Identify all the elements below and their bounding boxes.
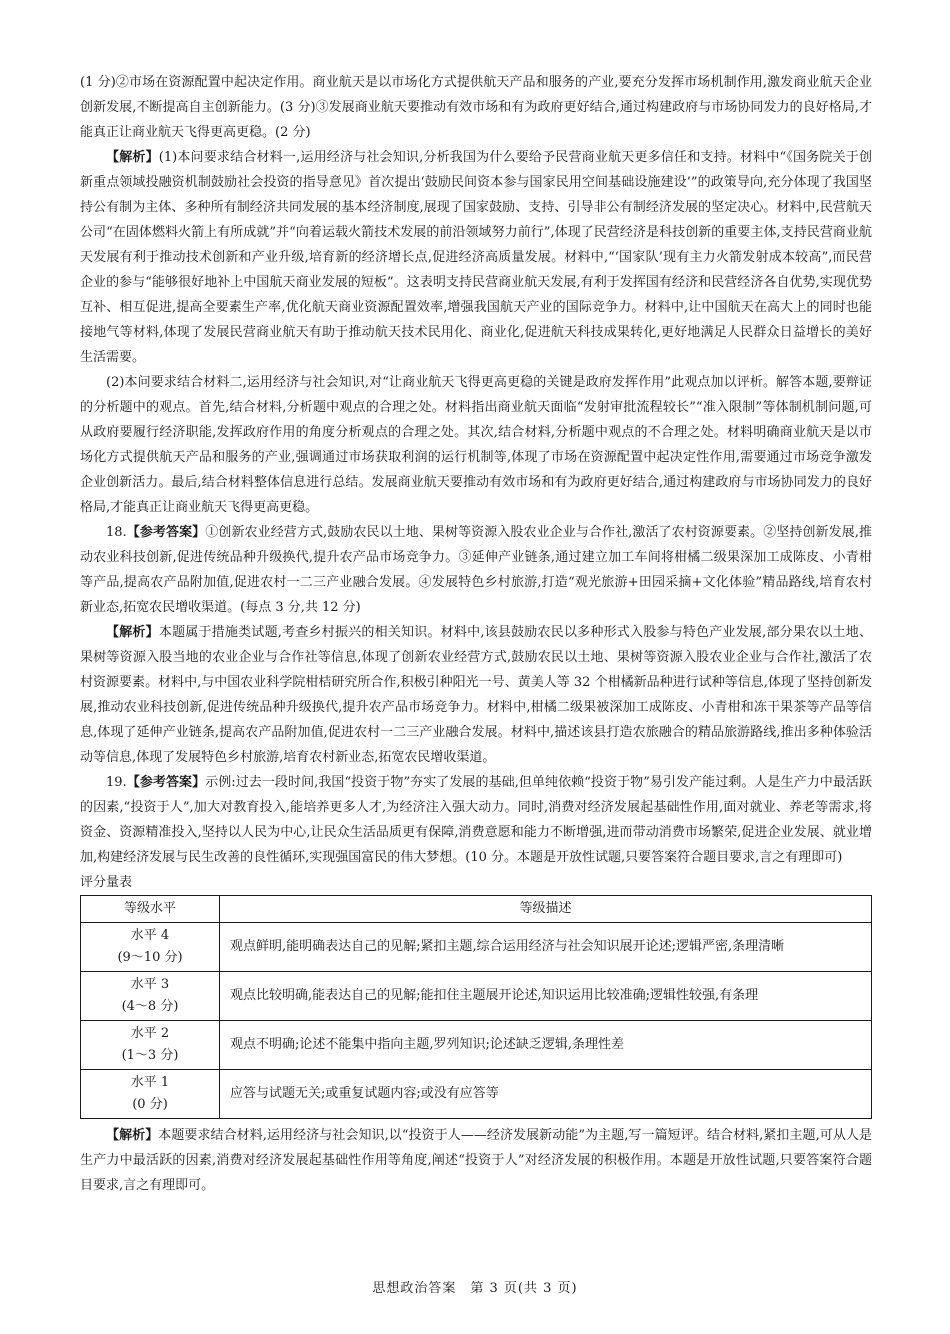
- description-cell: 观点比较明确,能表达自己的见解;能扣住主题展开论述,知识运用比较准确;逻辑性较强,有条理: [220, 972, 872, 1021]
- analysis-text: 本题要求结合材料,运用经济与社会知识,以“投资于人——经济发展新动能”为主题,写一篇短评。结合材料,紧扣主题,可从人是生产力中最活跃的因素,消费对经济发展起基础性作用等角度,阐述“投资于人”对经济发展的积极作用。本题是开放性试题,只要答案符合题目要求,言之有理即可。: [80, 1128, 872, 1193]
- table-row: [81, 1070, 872, 1119]
- table-row: [81, 923, 872, 972]
- table-row: [81, 1021, 872, 1070]
- question-number: 19.: [106, 775, 127, 790]
- table-header-row: [81, 896, 872, 923]
- q19-answer: [80, 770, 872, 870]
- level-cell: [81, 1070, 220, 1119]
- q17-answer-continued: (1 分)②市场在资源配置中起决定作用。商业航天是以市场化方式提供航天产品和服务的产业,要充分发挥市场机制作用,激发商业航天企业创新发展,不断提高自主创新能力。(3 分)③发展商业航天要推动有效市场和有为政府更好结合,通过构建政府与市场协同发力的良好格局,才能真正让商业航天飞得更高更稳。(2 分): [80, 75, 872, 140]
- description-cell: 观点鲜明,能明确表达自己的见解;紧扣主题,综合运用经济与社会知识展开论述;逻辑严密,条理清晰: [220, 923, 872, 972]
- page-footer: 思想政治答案 第 3 页(共 3 页): [372, 1281, 578, 1296]
- level-name: 水平 1: [130, 1075, 170, 1090]
- q19-analysis: [80, 1123, 872, 1198]
- level-name: 水平 4: [130, 928, 170, 943]
- q17-analysis-part2: (2)本问要求结合材料二,运用经济与社会知识,对“让商业航天飞得更高更稳的关键是政府发挥作用”此观点加以评析。解答本题,要辩证的分析题中的观点。首先,结合材料,分析题中观点的合理之处。材料指出商业航天面临“发射审批流程较长”“准入限制”等体制机制问题,可从政府要履行经济职能,发挥政府作用的角度分析观点的合理之处。其次,结合材料,分析题中观点的不合理之处。材料明确商业航天是以市场化方式提供航天产品和服务的产业,强调通过市场获取利润的运行机制等,体现了市场在资源配置中起决定性作用,需要通过市场竞争激发企业创新活力。最后,结合材料整体信息进行总结。发展商业航天要推动有效市场和有为政府更好结合,通过构建政府与市场协同发力的良好格局,才能真正让商业航天飞得更高更稳。: [80, 375, 872, 515]
- analysis-tag: 【解析】: [106, 150, 159, 165]
- level-range: (9～10 分): [117, 950, 183, 965]
- description-cell: 应答与试题无关;或重复试题内容;或没有应答等: [220, 1070, 872, 1119]
- level-range: (0 分): [132, 1097, 168, 1112]
- scoring-table: [80, 895, 872, 1119]
- page-content: [80, 70, 872, 1198]
- header-level: 等级水平: [81, 896, 220, 923]
- level-name: 水平 3: [130, 977, 170, 992]
- question-number: 18.: [106, 525, 127, 540]
- analysis-text: 本题属于措施类试题,考查乡村振兴的相关知识。材料中,该县鼓励农民以多种形式入股参与特色产业发展,部分果农以土地、果树等资源入股当地的农业企业与合作社等信息,体现了创新农业经营方式,鼓励农民以土地、果树等资源入股农业企业与合作社,激活了农村资源要素。材料中,与中国农业科学院柑桔研究所合作,积极引种阳光一号、黄美人等 32 个柑橘新品种进行试种等信息,体现了坚持创新发展,推动农业科技创新,促进传统品种升级换代,提升农产品市场竞争力。材料中,柑橘二级果被深加工成陈皮、小青柑和冻干果茶等产品等信息,体现了延伸产业链条,提高农产品附加值,促进农村一二三产业融合发展。材料中,描述该县打造农旅融合的精品旅游路线,推出多种体验活动等信息,体现了发展特色乡村旅游,培育农村新业态,拓宽农民增收渠道。: [80, 625, 872, 765]
- analysis-tag: 【解析】: [106, 625, 159, 640]
- level-name: 水平 2: [130, 1026, 170, 1041]
- q18-answer: [80, 520, 872, 620]
- analysis-text: (1)本问要求结合材料一,运用经济与社会知识,分析我国为什么要给予民营商业航天更多信任和支持。材料中“《国务院关于创新重点领域投融资机制鼓励社会投资的指导意见》首次提出‘鼓励民间资本参与国家民用空间基础设施建设’”的政策导向,充分体现了我国坚持公有制为主体、多种所有制经济共同发展的基本经济制度,展现了国家鼓励、支持、引导非公有制经济发展的坚定决心。材料中,民营航天公司“在固体燃料火箭上有所成就”并“向着运载火箭技术发展的前沿领域努力前行”,体现了民营经济是科技创新的重要主体,支持民营商业航天发展有利于推动技术创新和产业升级,培育新的经济增长点,促进经济高质量发展。材料中,“‘国家队’现有主力火箭发射成本较高”,而民营企业的参与“能够很好地补上中国航天商业发展的短板”。这表明支持民营商业航天发展,有利于发挥国有经济和民营经济各自优势,实现优势互补、相互促进,提高全要素生产率,优化航天商业资源配置效率,增强我国航天产业的国际竞争力。材料中,让中国航天在高大上的同时也能接地气等材料,体现了发展民营商业航天有助于推动航天技术民用化、商业化,促进航天科技成果转化,更好地满足人民群众日益增长的美好生活需要。: [80, 150, 872, 365]
- q17-analysis-part1: [80, 145, 872, 370]
- q18-analysis: [80, 620, 872, 770]
- level-cell: [81, 923, 220, 972]
- table-row: [81, 972, 872, 1021]
- answer-tag: 【参考答案】: [126, 525, 206, 540]
- level-range: (1～3 分): [121, 1048, 179, 1063]
- header-description: 等级描述: [220, 896, 872, 923]
- level-range: (4～8 分): [121, 999, 179, 1014]
- answer-text: ①创新农业经营方式,鼓励农民以土地、果树等资源入股农业企业与合作社,激活了农村资源要素。②坚持创新发展,推动农业科技创新,促进传统品种升级换代,提升农产品市场竞争力。③延伸产业链条,通过建立加工车间将柑橘二级果深加工成陈皮、小青柑等产品,提高农产品附加值,促进农村一二三产业融合发展。④发展特色乡村旅游,打造“观光旅游+田园采摘+文化体验”精品路线,培育农村新业态,拓宽农民增收渠道。(每点 3 分,共 12 分): [80, 525, 872, 615]
- description-cell: 观点不明确;论述不能集中指向主题,罗列知识;论述缺乏逻辑,条理性差: [220, 1021, 872, 1070]
- answer-tag: 【参考答案】: [126, 775, 206, 790]
- table-caption: 评分量表: [80, 875, 133, 890]
- level-cell: [81, 1021, 220, 1070]
- level-cell: [81, 972, 220, 1021]
- answer-text: 示例:过去一段时间,我国“投资于物”夯实了发展的基础,但单纯依赖“投资于物”易引发产能过剩。人是生产力中最活跃的因素,“投资于人”,加大对教育投入,能培养更多人才,为经济注入强大动力。同时,消费对经济发展起基础性作用,面对就业、养老等需求,将资金、资源精准投入,坚持以人民为中心,让民众生活品质更有保障,消费意愿和能力不断增强,进而带动消费市场繁荣,促进企业发展、就业增加,构建经济发展与民生改善的良性循环,实现强国富民的伟大梦想。(10 分。本题是开放性试题,只要答案符合题目要求,言之有理即可): [80, 775, 872, 865]
- analysis-tag: 【解析】: [106, 1128, 159, 1143]
